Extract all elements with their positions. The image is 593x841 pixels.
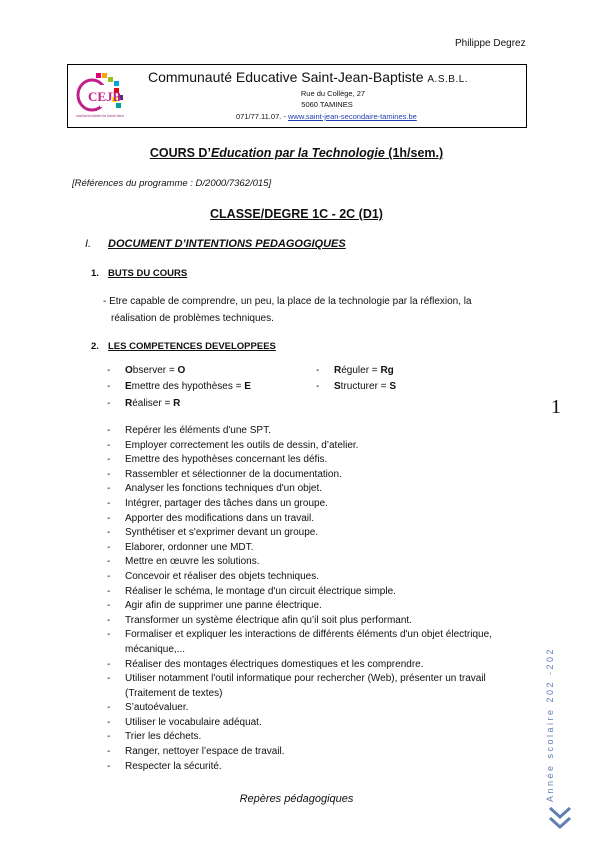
list-dash: - bbox=[107, 483, 111, 495]
list-item bbox=[107, 570, 505, 585]
list-item bbox=[107, 482, 505, 497]
section-title: DOCUMENT D’INTENTIONS PEDAGOGIQUES bbox=[108, 238, 346, 250]
list-item bbox=[107, 614, 505, 629]
competence-text: Formaliser et expliquer les interactions de différents éléments d'un objet électrique, mécanique,... bbox=[125, 629, 492, 655]
competence-text: Intégrer, partager des tâches dans un groupe. bbox=[125, 497, 328, 509]
competence-code-item bbox=[107, 381, 251, 392]
competence-text: S’autoévaluer. bbox=[125, 702, 189, 714]
list-item bbox=[107, 585, 505, 600]
list-dash: - bbox=[107, 512, 111, 524]
competence-text: Réaliser des montages électriques domestiques et les comprendre. bbox=[125, 658, 424, 670]
competence-code-item bbox=[107, 365, 186, 376]
competence-text: Trier les déchets. bbox=[125, 731, 202, 743]
list-dash: - bbox=[316, 381, 320, 392]
code-label: mettre des hypothèses = bbox=[131, 381, 245, 392]
website-link[interactable]: www.saint-jean-secondaire-tamines.be bbox=[288, 112, 417, 121]
code-label: éaliser = bbox=[132, 398, 174, 409]
competence-text: Emettre des hypothèses concernant les défis. bbox=[125, 454, 328, 466]
code-initial: O bbox=[125, 365, 133, 376]
list-dash: - bbox=[107, 629, 111, 641]
list-dash: - bbox=[107, 365, 111, 376]
code-initial: E bbox=[125, 381, 132, 392]
contact-line bbox=[236, 112, 417, 121]
code-value: E bbox=[244, 381, 251, 392]
list-dash: - bbox=[316, 365, 320, 376]
competence-text: Elaborer, ordonner une MDT. bbox=[125, 541, 254, 553]
contact-separator: - bbox=[281, 112, 288, 121]
code-value: S bbox=[389, 381, 396, 392]
competence-text: Agir afin de supprimer une panne électrique. bbox=[125, 600, 322, 612]
list-dash: - bbox=[107, 527, 111, 539]
course-title-emphasis: Education par la Technologie bbox=[210, 146, 385, 160]
address-street: Rue du Collège, 27 bbox=[300, 89, 366, 98]
author-name: Philippe Degrez bbox=[455, 38, 526, 49]
competence-text: Ranger, nettoyer l’espace de travail. bbox=[125, 746, 285, 758]
list-item bbox=[107, 628, 505, 657]
competence-text: Repérer les éléments d'une SPT. bbox=[125, 425, 271, 436]
list-dash: - bbox=[107, 673, 111, 685]
subsection-title-buts: BUTS DU COURS bbox=[108, 268, 188, 279]
competence-code-item bbox=[316, 365, 394, 376]
code-initial: R bbox=[125, 398, 133, 409]
code-initial: S bbox=[334, 381, 341, 392]
double-chevron-down-icon bbox=[547, 804, 573, 834]
course-title-suffix: (1h/sem.) bbox=[384, 146, 444, 160]
list-item bbox=[107, 424, 505, 439]
list-dash: - bbox=[107, 541, 111, 553]
code-value: Rg bbox=[380, 365, 394, 376]
list-item bbox=[107, 672, 505, 701]
code-value: O bbox=[177, 365, 186, 376]
class-title: CLASSE/DEGRE 1C - 2C (D1) bbox=[210, 207, 383, 221]
phone-number: 071/77.11.07. bbox=[236, 112, 282, 121]
list-dash: - bbox=[107, 731, 111, 743]
code-label: éguler = bbox=[341, 365, 381, 376]
list-dash: - bbox=[107, 746, 111, 758]
list-item bbox=[107, 555, 505, 570]
competence-text: Utiliser le vocabulaire adéquat. bbox=[125, 716, 262, 728]
competence-code-item bbox=[316, 381, 396, 392]
list-dash: - bbox=[107, 556, 111, 568]
list-item bbox=[107, 730, 505, 745]
list-item bbox=[107, 760, 505, 775]
footer-title: Repères pédagogiques bbox=[239, 793, 354, 805]
program-references: [Références du programme : D/2000/7362/015] bbox=[72, 178, 272, 189]
list-item bbox=[107, 658, 505, 673]
competence-text: Mettre en œuvre les solutions. bbox=[125, 556, 260, 568]
competence-text: Utiliser notamment l'outil informatique pour rechercher (Web), présenter un travail (Traitement de textes) bbox=[125, 673, 486, 699]
course-title-prefix: COURS D’ bbox=[149, 146, 211, 160]
list-dash: - bbox=[107, 454, 111, 466]
list-dash: - bbox=[107, 600, 111, 612]
list-item bbox=[107, 497, 505, 512]
organization-title: Communauté Educative Saint-Jean-Baptiste bbox=[148, 69, 424, 85]
list-item bbox=[107, 541, 505, 556]
list-dash: - bbox=[107, 468, 111, 480]
list-dash: - bbox=[107, 760, 111, 772]
competence-text: Synthétiser et s'exprimer devant un groupe. bbox=[125, 527, 319, 539]
list-dash: - bbox=[107, 585, 111, 597]
competence-text: Réaliser le schéma, le montage d'un circuit électrique simple. bbox=[125, 585, 396, 597]
competence-text: Concevoir et réaliser des objets techniques. bbox=[125, 570, 319, 582]
list-item bbox=[107, 453, 505, 468]
list-item bbox=[107, 526, 505, 541]
list-dash: - bbox=[107, 497, 111, 509]
organization-name bbox=[148, 69, 468, 85]
section-number: I. bbox=[85, 238, 92, 250]
code-label: bserver = bbox=[132, 365, 178, 376]
organization-suffix: A.S.B.L. bbox=[427, 74, 469, 85]
list-item bbox=[107, 745, 505, 760]
code-initial: R bbox=[334, 365, 342, 376]
competence-text: Transformer un système électrique afin qu’il soit plus performant. bbox=[125, 614, 412, 626]
list-dash: - bbox=[107, 614, 111, 626]
list-item bbox=[107, 512, 505, 527]
list-item bbox=[107, 716, 505, 731]
list-dash: - bbox=[107, 398, 111, 409]
competence-text: Rassembler et sélectionner de la documentation. bbox=[125, 468, 342, 480]
logo-initials: CEJB bbox=[88, 89, 122, 104]
subsection-number: 2. bbox=[91, 341, 99, 352]
list-item bbox=[107, 439, 505, 454]
school-header bbox=[67, 64, 527, 128]
list-item bbox=[107, 468, 505, 483]
list-dash: - bbox=[107, 716, 111, 728]
competence-code-item bbox=[107, 398, 181, 409]
school-year-side-text: Année scolaire 202 -202 bbox=[545, 646, 555, 802]
competence-text: Apporter des modifications dans un travail. bbox=[125, 512, 314, 524]
code-value: R bbox=[173, 398, 181, 409]
page-number: 1 bbox=[551, 396, 561, 418]
list-item bbox=[107, 701, 505, 716]
list-dash: - bbox=[107, 439, 111, 451]
competence-text: Respecter la sécurité. bbox=[125, 760, 222, 772]
list-item bbox=[107, 599, 505, 614]
list-dash: - bbox=[107, 570, 111, 582]
competences-list bbox=[107, 424, 505, 774]
code-label: tructurer = bbox=[340, 381, 390, 392]
competence-text: Employer correctement les outils de dessin, d’atelier. bbox=[125, 439, 359, 451]
list-dash: - bbox=[107, 381, 111, 392]
competence-text: Analyser les fonctions techniques d'un objet. bbox=[125, 483, 323, 495]
logo-caption: Communauté Educative Saint-Jean-Baptiste Maternel · Primaire · Secondaire Aînés · Fondation Ecole bbox=[76, 114, 125, 118]
address-city: 5060 TAMINES bbox=[301, 100, 353, 109]
school-logo bbox=[74, 71, 126, 125]
goal-text-line2: réalisation de problèmes techniques. bbox=[111, 313, 274, 324]
course-title bbox=[0, 146, 593, 160]
subsection-number: 1. bbox=[91, 268, 99, 279]
goal-text-line1: - Etre capable de comprendre, un peu, la place de la technologie par la réflexion, la bbox=[103, 296, 472, 307]
list-dash: - bbox=[107, 425, 111, 436]
list-dash: - bbox=[107, 658, 111, 670]
list-dash: - bbox=[107, 702, 111, 714]
subsection-title-competences: LES COMPETENCES DEVELOPPEES bbox=[108, 341, 276, 352]
